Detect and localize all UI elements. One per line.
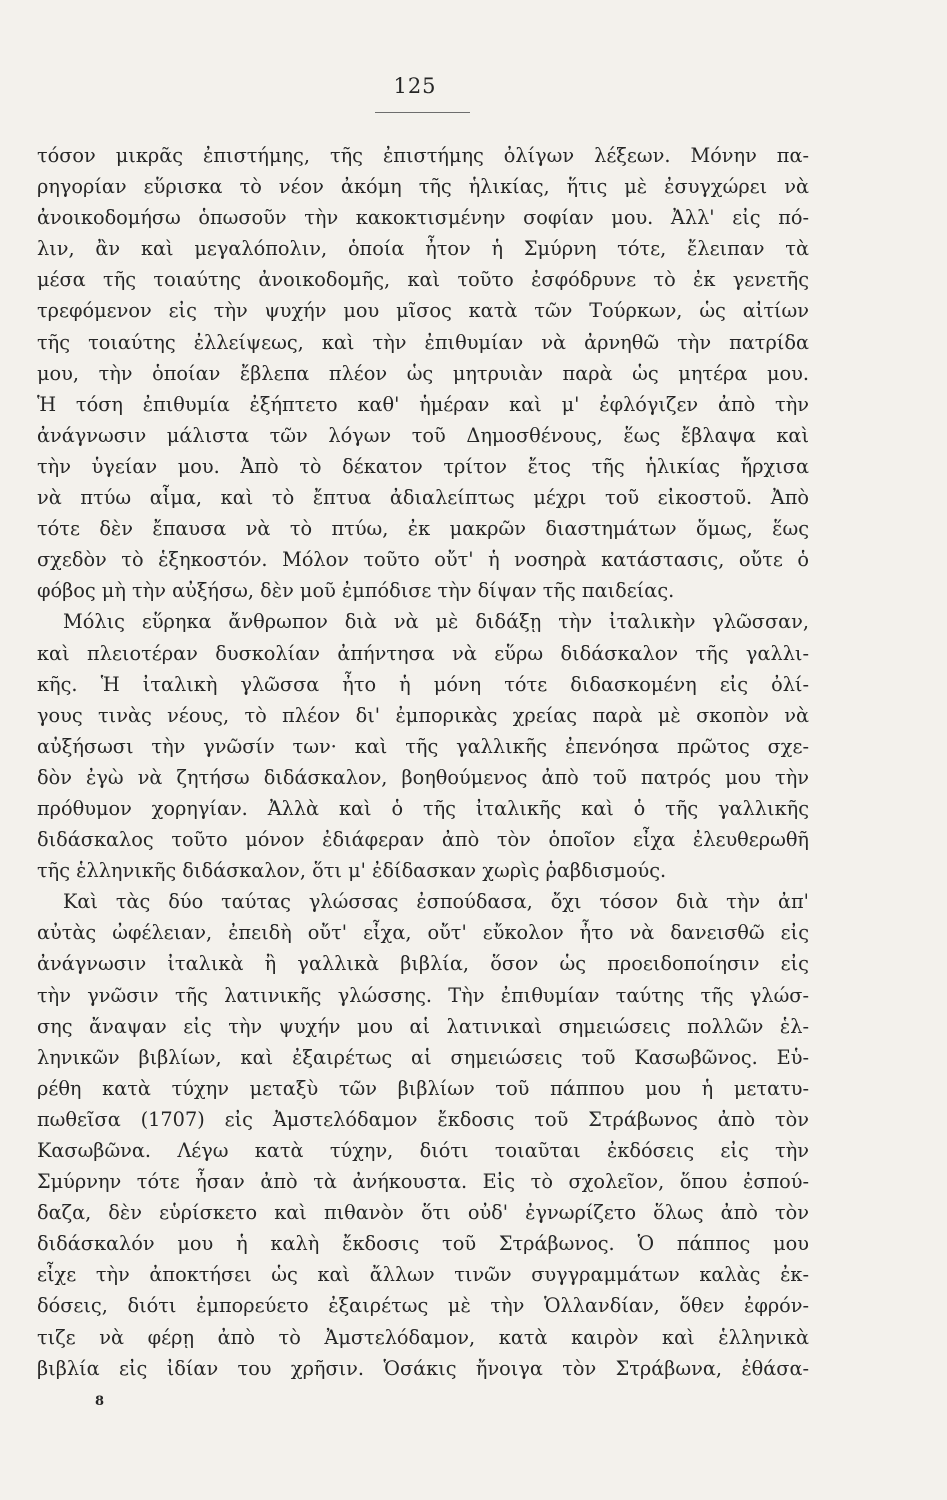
text-line: Καὶ τὰς δύο ταύτας γλώσσας ἐσπούδασα, ὄχι τόσον διὰ τὴν ἀπ'	[63, 890, 809, 914]
text-line: τρεφόμενον εἰς τὴν ψυχήν μου μῖσος κατὰ τῶν Τούρκων, ὡς αἰτίων	[37, 299, 809, 323]
text-line: τόσον μικρᾶς ἐπιστήμης, τῆς ἐπιστήμης ὀλίγων λέξεων. Μόνην πα-	[37, 144, 809, 167]
text-line: τότε δὲν ἔπαυσα νὰ τὸ πτύω, ἐκ μακρῶν διαστημάτων ὅμως, ἕως	[37, 517, 809, 541]
text-line: τὴν ὑγείαν μου. Ἀπὸ τὸ δέκατον τρίτον ἔτος τῆς ἡλικίας ἤρχισα	[37, 454, 809, 478]
text-line: ρέθη κατὰ τύχην μεταξὺ τῶν βιβλίων τοῦ πάππου μου ἡ μετατυ-	[37, 1076, 809, 1100]
text-line: Σμύρνην τότε ἦσαν ἀπὸ τὰ ἀνήκουστα. Εἰς τὸ σχολεῖον, ὅπου ἐσπού-	[37, 1170, 809, 1194]
text-line: καὶ πλειοτέραν δυσκολίαν ἀπήντησα νὰ εὕρω διδάσκαλον τῆς γαλλι-	[37, 641, 809, 665]
text-line: νὰ πτύω αἷμα, καὶ τὸ ἔπτυα ἀδιαλείπτως μέχρι τοῦ εἰκοστοῦ. Ἀπὸ	[37, 486, 809, 510]
header-rule	[375, 112, 470, 113]
text-line: διδάσκαλόν μου ἡ καλὴ ἔκδοσις τοῦ Στράβωνος. Ὁ πάππος μου	[37, 1232, 809, 1256]
page-number: 125	[393, 74, 437, 98]
text-line: διδάσκαλος τοῦτο μόνον ἐδιάφεραν ἀπὸ τὸν ὁποῖον εἶχα ἐλευθερωθῆ	[37, 828, 809, 852]
text-line: ἀνάγνωσιν μάλιστα τῶν λόγων τοῦ Δημοσθένους, ἕως ἔβλαψα καὶ	[37, 423, 809, 447]
text-line: πρόθυμον χορηγίαν. Ἀλλὰ καὶ ὁ τῆς ἰταλικῆς καὶ ὁ τῆς γαλλικῆς	[37, 796, 809, 820]
body-text	[37, 140, 809, 1384]
text-line: τιζε νὰ φέρῃ ἀπὸ τὸ Ἀμστελόδαμον, κατὰ καιρὸν καὶ ἑλληνικὰ	[37, 1325, 809, 1349]
text-line: σχεδὸν τὸ ἑξηκοστόν. Μόλον τοῦτο οὔτ' ἡ νοσηρὰ κατάστασις, οὔτε ὁ	[37, 548, 809, 572]
text-line: κῆς. Ἡ ἰταλικὴ γλῶσσα ἦτο ἡ μόνη τότε διδασκομένη εἰς ὀλί-	[37, 672, 809, 696]
signature-mark: 8	[95, 1394, 105, 1409]
text-line: τῆς τοιαύτης ἐλλείψεως, καὶ τὴν ἐπιθυμίαν νὰ ἀρνηθῶ τὴν πατρίδα	[37, 330, 809, 354]
text-line: φόβος μὴ τὴν αὐξήσω, δὲν μοῦ ἐμπόδισε τὴν δίψαν τῆς παιδείας.	[37, 579, 675, 603]
text-line: γους τινὰς νέους, τὸ πλέον δι' ἐμπορικὰς χρείας παρὰ μὲ σκοπὸν νὰ	[37, 703, 809, 727]
text-line: λιν, ἂν καὶ μεγαλόπολιν, ὁποία ἦτον ἡ Σμύρνη τότε, ἔλειπαν τὰ	[37, 237, 809, 261]
text-line: Κασωβῶνα. Λέγω κατὰ τύχην, διότι τοιαῦται ἐκδόσεις εἰς τὴν	[37, 1139, 809, 1162]
text-line: αὐτὰς ὠφέλειαν, ἐπειδὴ οὔτ' εἶχα, οὔτ' εὔκολον ἦτο νὰ δανεισθῶ εἰς	[37, 921, 809, 945]
text-line: Ἡ τόση ἐπιθυμία ἐξήπτετο καθ' ἡμέραν καὶ μ' ἐφλόγιζεν ἀπὸ τὴν	[37, 392, 809, 416]
text-line: εἶχε τὴν ἀποκτήσει ὡς καὶ ἄλλων τινῶν συγγραμμάτων καλὰς ἐκ-	[37, 1263, 809, 1287]
text-line: δαζα, δὲν εὑρίσκετο καὶ πιθανὸν ὅτι οὐδ' ἐγνωρίζετο ὅλως ἀπὸ τὸν	[37, 1201, 809, 1225]
text-line: τῆς ἑλληνικῆς διδάσκαλον, ὅτι μ' ἐδίδασκαν χωρὶς ῥαβδισμούς.	[37, 859, 667, 883]
text-line: σης ἄναψαν εἰς τὴν ψυχήν μου αἱ λατινικαὶ σημειώσεις πολλῶν ἑλ-	[37, 1014, 809, 1038]
text-line: Μόλις εὕρηκα ἄνθρωπον διὰ νὰ μὲ διδάξῃ τὴν ἰταλικὴν γλῶσσαν,	[63, 610, 809, 634]
text-line: δόσεις, διότι ἐμπορεύετο ἐξαιρέτως μὲ τὴν Ὁλλανδίαν, ὅθεν ἐφρόν-	[37, 1294, 809, 1318]
text-line: βιβλία εἰς ἰδίαν του χρῆσιν. Ὁσάκις ἤνοιγα τὸν Στράβωνα, ἐθάσα-	[37, 1356, 809, 1380]
text-line: πωθεῖσα (1707) εἰς Ἀμστελόδαμον ἔκδοσις τοῦ Στράβωνος ἀπὸ τὸν	[37, 1107, 809, 1131]
text-line: μέσα τῆς τοιαύτης ἀνοικοδομῆς, καὶ τοῦτο ἐσφόδρυνε τὸ ἐκ γενετῆς	[37, 268, 809, 292]
text-line: μου, τὴν ὁποίαν ἔβλεπα πλέον ὡς μητρυιὰν παρὰ ὡς μητέρα μου.	[37, 361, 809, 385]
text-line: αὐξήσωσι τὴν γνῶσίν των· καὶ τῆς γαλλικῆς ἐπενόησα πρῶτος σχε-	[37, 734, 809, 758]
text-line: ἀνοικοδομήσω ὁπωσοῦν τὴν κακοκτισμένην σοφίαν μου. Ἀλλ' εἰς πό-	[37, 206, 809, 230]
text-line: ληνικῶν βιβλίων, καὶ ἐξαιρέτως αἱ σημειώσεις τοῦ Κασωβῶνος. Εὑ-	[37, 1045, 809, 1069]
text-line: ἀνάγνωσιν ἰταλικὰ ἢ γαλλικὰ βιβλία, ὅσον ὡς προειδοποίησιν εἰς	[37, 952, 809, 976]
text-line: τὴν γνῶσιν τῆς λατινικῆς γλώσσης. Τὴν ἐπιθυμίαν ταύτης τῆς γλώσ-	[37, 983, 809, 1007]
text-line: δὸν ἐγὼ νὰ ζητήσω διδάσκαλον, βοηθούμενος ἀπὸ τοῦ πατρός μου τὴν	[37, 765, 809, 789]
text-line: ρηγορίαν εὕρισκα τὸ νέον ἀκόμη τῆς ἡλικίας, ἥτις μὲ ἐσυγχώρει νὰ	[37, 175, 809, 199]
